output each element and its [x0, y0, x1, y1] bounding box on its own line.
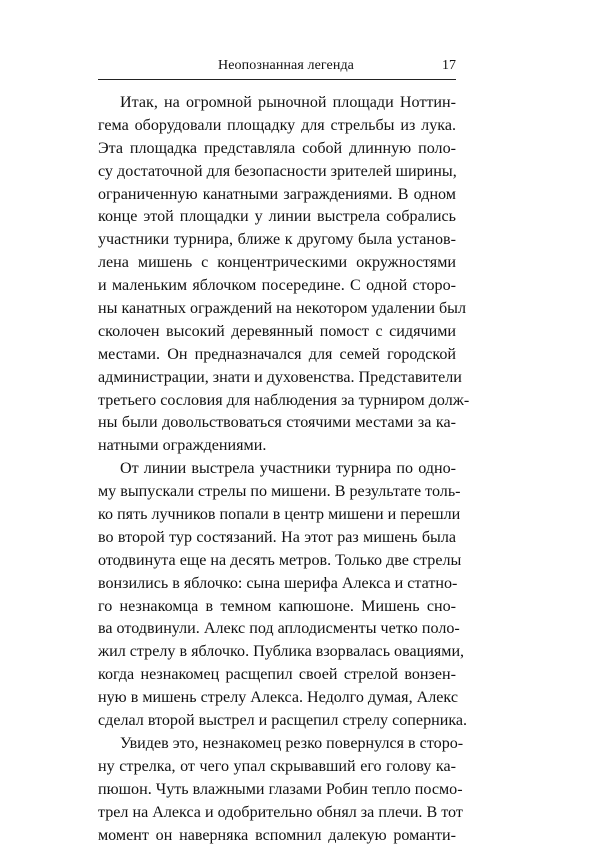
text-line: администрации, знати и духовенства. Представители	[98, 367, 456, 390]
text-line: отодвинута еще на десять метров. Только две стрелы	[98, 550, 456, 573]
text-line: участники турнира, ближе к другому была установ-	[98, 229, 456, 252]
text-line: жил стрелу в яблочко. Публика взорвалась овациями,	[98, 641, 456, 664]
text-line: ограниченную канатными заграждениями. В одном	[98, 184, 456, 207]
text-line: и маленьким яблочком посередине. С одной сторо-	[98, 275, 456, 298]
text-line: пюшон. Чуть влажными глазами Робин тепло посмо-	[98, 779, 456, 802]
text-line: натными ограждениями.	[98, 435, 456, 458]
text-line: конце этой площадки у линии выстрела собрались	[98, 206, 456, 229]
text-line: во второй тур состязаний. На этот раз мишень была	[98, 527, 456, 550]
text-line: Увидев это, незнакомец резко повернулся в сторо-	[98, 733, 456, 756]
page-number: 17	[442, 58, 456, 74]
text-line: когда незнакомец расщепил своей стрелой вонзен-	[98, 664, 456, 687]
text-line: ва отодвинули. Алекс под аплодисменты четко поло-	[98, 618, 456, 641]
body-text	[98, 92, 456, 847]
page-header	[98, 56, 456, 80]
header-rule	[98, 79, 456, 80]
text-line: третьего сословия для наблюдения за турниром долж-	[98, 390, 456, 413]
text-line: му выпускали стрелы по мишени. В результате толь-	[98, 481, 456, 504]
text-line: Эта площадка представляла собой длинную поло-	[98, 138, 456, 161]
text-line: ны были довольствоваться стоячими местами за ка-	[98, 412, 456, 435]
text-line: местами. Он предназначался для семей городской	[98, 344, 456, 367]
text-line: су достаточной для безопасности зрителей ширины,	[98, 161, 456, 184]
text-line: ну стрелка, от чего упал скрывавший его голову ка-	[98, 756, 456, 779]
text-line: трел на Алекса и одобрительно обнял за плечи. В тот	[98, 802, 456, 825]
text-line: ную в мишень стрелу Алекса. Недолго думая, Алекс	[98, 687, 456, 710]
text-line: сколочен высокий деревянный помост с сидячими	[98, 321, 456, 344]
text-line: гема оборудовали площадку для стрельбы из лука.	[98, 115, 456, 138]
text-line: ны канатных ограждений на некотором удалении был	[98, 298, 456, 321]
text-line: вонзились в яблочко: сына шерифа Алекса и статно-	[98, 573, 456, 596]
text-line: момент он наверняка вспомнил далекую романти-	[98, 825, 456, 847]
text-line: От линии выстрела участники турнира по одно-	[98, 458, 456, 481]
text-line: лена мишень с концентрическими окружностями	[98, 252, 456, 275]
text-line: сделал второй выстрел и расщепил стрелу соперника.	[98, 710, 456, 733]
text-line: ко пять лучников попали в центр мишени и перешли	[98, 504, 456, 527]
running-title: Неопознанная легенда	[218, 58, 354, 74]
text-line: го незнакомца в темном капюшоне. Мишень сно-	[98, 596, 456, 619]
text-line: Итак, на огромной рыночной площади Ноттин-	[98, 92, 456, 115]
